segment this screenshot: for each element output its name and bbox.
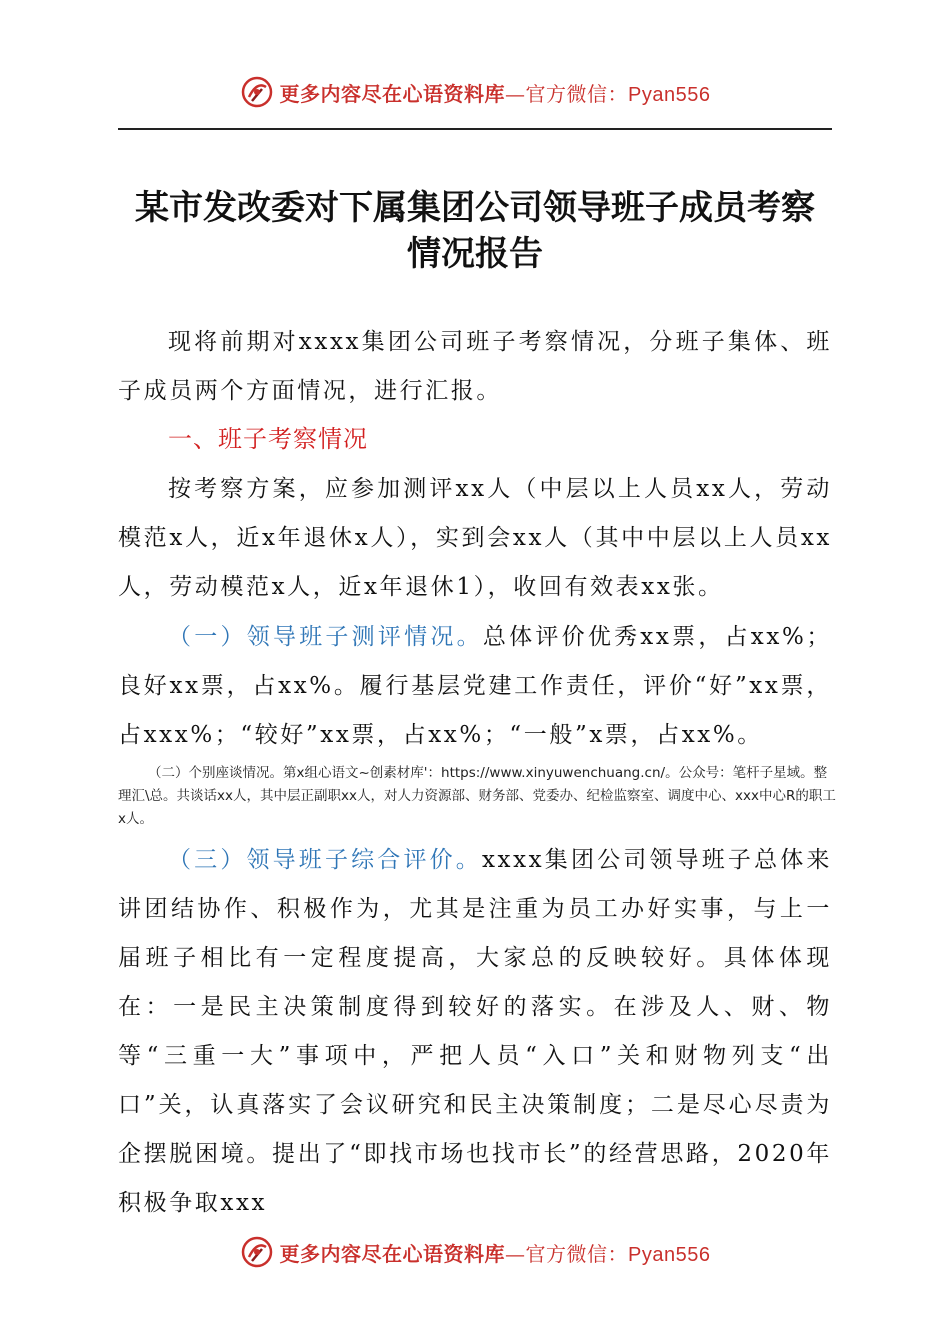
subsection-1-body: 总体评价优秀xx票，占xx%；良好xx票，占xx%。履行基层党建工作责任，评价“好”xx票，占xxx%；“较好”xx票，占xx%；“一般”x票，占xx%。 xyxy=(118,624,832,748)
header-divider xyxy=(118,128,832,130)
document-title xyxy=(100,185,850,277)
banner-separator: — xyxy=(505,81,526,106)
logo-icon xyxy=(240,1235,274,1269)
section-1-heading: 一、班子考察情况 xyxy=(168,425,368,453)
footer-banner-main-text: 更多内容尽在心语资料库 xyxy=(279,1241,506,1266)
subsection-2-text: （二）个别座谈情况。第x组心语文~创素材库'：https://www.xinyuwenchuang.cn/。公众号：笔杆子星域。整理汇\总。共谈话xx人，其中层正副职xx人，对人力资源部、财务部、党委办、纪检监察室、调度中心、xxx中心R的职工x人。 xyxy=(118,765,836,827)
footer-banner-wechat-id: Pyan556 xyxy=(628,1243,711,1266)
banner-wechat-label: 官方微信： xyxy=(525,81,629,106)
footer-banner-separator: — xyxy=(505,1241,526,1266)
header-banner xyxy=(0,72,950,112)
footer-banner xyxy=(0,1232,950,1272)
title-line-1: 某市发改委对下属集团公司领导班子成员考察 xyxy=(135,188,815,228)
subsection-3-paragraph xyxy=(118,836,832,1228)
subsection-1-heading: （一）领导班子测评情况。 xyxy=(168,624,483,650)
subsection-1-paragraph xyxy=(118,613,832,760)
title-line-2: 情况报告 xyxy=(407,234,543,274)
logo-icon xyxy=(240,75,274,109)
footer-banner-wechat-label: 官方微信： xyxy=(525,1241,629,1266)
section-1-paragraph: 按考察方案，应参加测评xx人（中层以上人员xx人，劳动模范x人，近x年退休x人），实到会xx人（其中中层以上人员xx人，劳动模范x人，近x年退休1），收回有效表xx张。 xyxy=(118,476,832,600)
subsection-2-note xyxy=(118,762,838,831)
intro-paragraph: 现将前期对xxxx集团公司班子考察情况，分班子集体、班子成员两个方面情况，进行汇报。 xyxy=(118,329,832,404)
banner-main-text: 更多内容尽在心语资料库 xyxy=(279,81,506,106)
banner-wechat-id: Pyan556 xyxy=(628,83,711,106)
subsection-3-body: xxxx集团公司领导班子总体来讲团结协作、积极作为，尤其是注重为员工办好实事，与上一届班子相比有一定程度提高，大家总的反映较好。具体体现在：一是民主决策制度得到较好的落实。在涉及人、财、物等“三重一大”事项中，严把人员“入口”关和财物列支“出口”关，认真落实了会议研究和民主决策制度；二是尽心尽责为企摆脱困境。提出了“即找市场也找市长”的经营思路，2020年积极争取xxx xyxy=(118,847,832,1216)
subsection-3-heading: （三）领导班子综合评价。 xyxy=(168,847,482,873)
